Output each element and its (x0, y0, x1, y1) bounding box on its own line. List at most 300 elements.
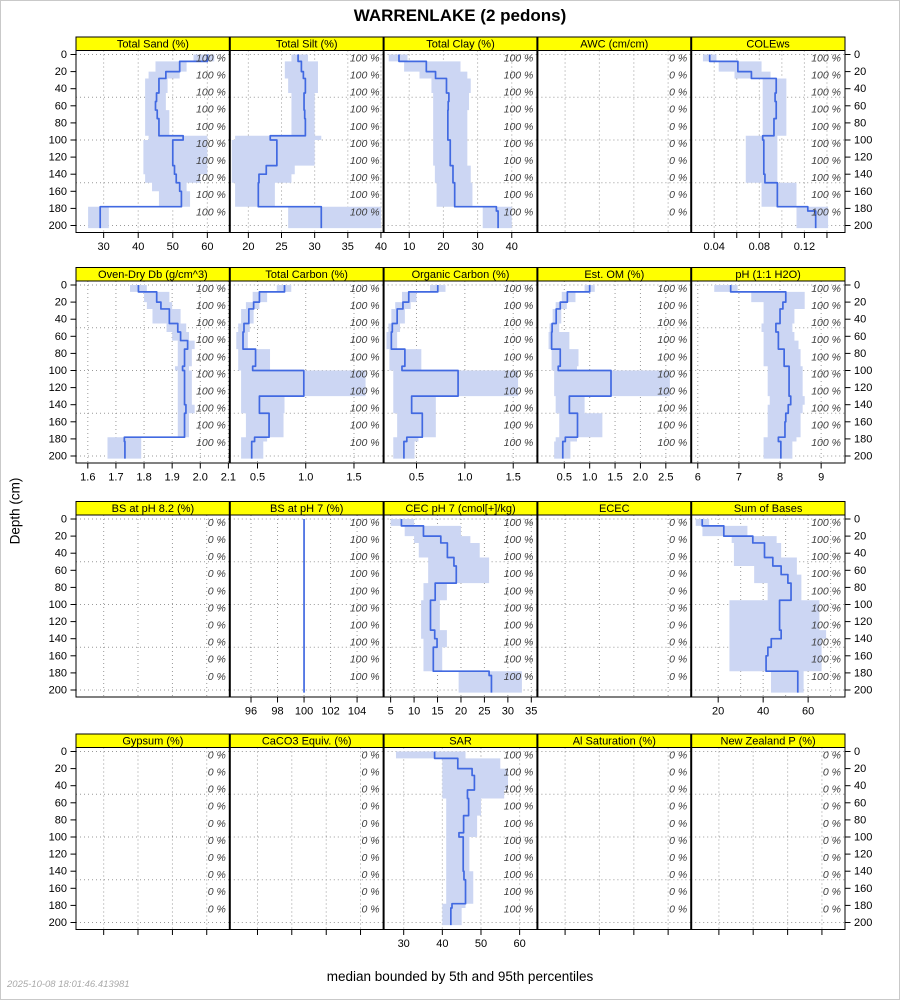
fraction-label: 100 % (503, 385, 534, 398)
fraction-label: 100 % (349, 602, 380, 615)
panel-bs-ph82 (76, 502, 230, 698)
fraction-label: 0 % (361, 749, 380, 762)
panel-strip-title: CEC pH 7 (cmol[+]/kg) (405, 503, 516, 515)
fraction-label: 100 % (349, 419, 380, 432)
fraction-label: 0 % (361, 817, 380, 830)
fraction-label: 100 % (349, 120, 380, 133)
fraction-label: 0 % (822, 869, 841, 882)
depth-tick-label-left: 0 (60, 49, 67, 61)
depth-tick-label-right: 160 (854, 185, 873, 198)
depth-tick-label-left: 120 (48, 616, 67, 629)
fraction-label: 100 % (349, 653, 380, 666)
fraction-label: 100 % (196, 69, 226, 82)
fraction-label: 0 % (669, 766, 688, 779)
panel-total-sand (76, 37, 230, 253)
depth-tick-label-right: 40 (854, 547, 867, 560)
depth-tick-label-left: 0 (60, 279, 67, 292)
fraction-label: 100 % (196, 351, 226, 364)
fraction-label: 100 % (503, 516, 534, 529)
fraction-label: 0 % (669, 783, 688, 796)
panel-ph-h2o (691, 268, 845, 484)
depth-tick-label-left: 80 (54, 347, 67, 360)
fraction-label: 100 % (657, 351, 688, 364)
profile-plot-grid (1, 1, 900, 1000)
depth-tick-label-left: 200 (48, 220, 67, 232)
x-tick-label: 0.5 (249, 471, 266, 484)
fraction-label: 0 % (207, 636, 226, 649)
fraction-label: 100 % (349, 155, 380, 168)
depth-tick-label-right: 0 (854, 513, 861, 526)
fraction-label: 100 % (503, 368, 534, 381)
depth-tick-label-right: 80 (854, 814, 867, 827)
x-tick-label: 0.04 (703, 241, 725, 253)
depth-tick-label-right: 80 (854, 117, 867, 130)
panel-ecec (537, 502, 691, 698)
fraction-label: 100 % (349, 551, 380, 564)
x-tick-label: 2.0 (192, 471, 208, 484)
fraction-label: 100 % (503, 800, 534, 813)
fraction-label: 100 % (811, 516, 841, 529)
fraction-label: 100 % (349, 282, 380, 295)
fraction-label: 100 % (503, 155, 534, 168)
panel-strip-title: Total Silt (%) (275, 38, 338, 51)
x-tick-label: 50 (474, 938, 488, 950)
depth-tick-label-right: 140 (854, 865, 873, 878)
fraction-label: 0 % (669, 800, 688, 813)
x-tick-label: 10 (407, 705, 421, 718)
panel-new-zealand-p (691, 734, 845, 935)
fraction-label: 100 % (503, 69, 534, 82)
fraction-label: 100 % (503, 419, 534, 432)
fraction-label: 100 % (196, 206, 226, 219)
panel-caco3-equiv (230, 734, 384, 935)
x-tick-label: 25 (275, 241, 288, 253)
panel-strip-title: COLEws (746, 38, 790, 51)
fraction-label: 100 % (196, 385, 226, 398)
fraction-label: 0 % (207, 670, 226, 683)
fraction-label: 100 % (811, 402, 841, 415)
fraction-label: 100 % (196, 52, 226, 65)
panel-strip-title: SAR (449, 735, 472, 748)
fraction-label: 0 % (669, 568, 688, 581)
fraction-label: 0 % (669, 86, 688, 99)
depth-tick-label-right: 100 (854, 134, 873, 147)
fraction-label: 0 % (669, 534, 688, 547)
fraction-label: 100 % (811, 636, 841, 649)
x-tick-label: 40 (132, 241, 145, 253)
plot-title: WARRENLAKE (2 pedons) (353, 6, 567, 25)
depth-tick-label-left: 200 (48, 917, 67, 929)
x-tick-label: 60 (513, 938, 526, 950)
x-tick-label: 1.0 (298, 471, 314, 484)
depth-tick-label-left: 140 (48, 168, 67, 181)
fraction-label: 0 % (822, 817, 841, 830)
x-tick-label: 50 (166, 241, 179, 253)
depth-tick-label-left: 200 (48, 684, 67, 697)
depth-tick-label-left: 100 (48, 365, 67, 377)
x-tick-label: 25 (478, 705, 491, 718)
fraction-label: 0 % (207, 766, 226, 779)
fraction-label: 100 % (811, 602, 841, 615)
depth-tick-label-left: 80 (54, 581, 67, 594)
fraction-label: 100 % (811, 551, 841, 564)
fraction-label: 100 % (811, 670, 841, 683)
fraction-label: 100 % (349, 368, 380, 381)
panel-strip-title: Sum of Bases (733, 503, 803, 515)
fraction-label: 100 % (503, 766, 534, 779)
depth-tick-label-left: 0 (60, 513, 67, 526)
x-tick-label: 2.0 (632, 471, 649, 484)
fraction-label: 0 % (669, 120, 688, 133)
depth-tick-label-right: 60 (854, 330, 867, 343)
x-tick-label: 2.5 (658, 471, 674, 484)
fraction-label: 100 % (657, 334, 688, 347)
depth-tick-label-left: 40 (54, 780, 67, 793)
fraction-label: 100 % (196, 189, 226, 202)
fraction-label: 0 % (207, 869, 226, 882)
fraction-label: 100 % (196, 137, 226, 150)
fraction-label: 100 % (657, 368, 688, 381)
fraction-label: 100 % (196, 402, 226, 415)
depth-tick-label-right: 60 (854, 797, 867, 810)
x-tick-label: 1.9 (164, 471, 180, 484)
fraction-label: 100 % (503, 653, 534, 666)
fraction-label: 100 % (503, 585, 534, 598)
plot-caption: median bounded by 5th and 95th percentiles (326, 969, 594, 984)
panel-organic-carbon (384, 268, 538, 484)
fraction-label: 100 % (349, 172, 380, 185)
fraction-label: 0 % (207, 551, 226, 564)
depth-tick-label-right: 120 (854, 616, 873, 629)
fraction-label: 100 % (811, 619, 841, 632)
fraction-label: 100 % (503, 817, 534, 830)
fraction-label: 100 % (503, 172, 534, 185)
fraction-label: 100 % (349, 103, 380, 116)
fraction-label: 0 % (669, 69, 688, 82)
depth-tick-label-right: 180 (854, 433, 873, 446)
x-tick-label: 0.08 (748, 241, 771, 253)
fraction-label: 100 % (503, 568, 534, 581)
panel-strip-title: ECEC (599, 503, 630, 515)
fraction-label: 100 % (503, 636, 534, 649)
fraction-label: 0 % (361, 766, 380, 779)
depth-tick-label-left: 140 (48, 633, 67, 646)
panel-total-silt (230, 37, 387, 253)
depth-tick-label-left: 180 (48, 202, 67, 215)
fraction-label: 100 % (503, 903, 534, 916)
x-tick-label: 40 (505, 241, 518, 253)
depth-tick-label-right: 200 (854, 684, 873, 697)
fraction-label: 100 % (503, 886, 534, 899)
depth-tick-label-right: 180 (854, 667, 873, 680)
depth-tick-label-right: 120 (854, 848, 873, 861)
x-tick-label: 7 (735, 471, 742, 484)
fraction-label: 100 % (503, 351, 534, 364)
fraction-label: 0 % (669, 602, 688, 615)
x-tick-label: 30 (97, 241, 110, 253)
fraction-label: 0 % (669, 886, 688, 899)
panel-strip-title: Gypsum (%) (122, 735, 184, 748)
x-tick-label: 20 (712, 705, 725, 718)
depth-tick-label-right: 0 (854, 746, 861, 758)
fraction-label: 100 % (349, 385, 380, 398)
fraction-label: 100 % (503, 834, 534, 847)
x-tick-label: 35 (525, 705, 538, 718)
fraction-label: 100 % (349, 516, 380, 529)
x-tick-label: 1.6 (80, 471, 96, 484)
fraction-label: 0 % (822, 766, 841, 779)
depth-tick-label-left: 60 (54, 797, 67, 810)
depth-tick-label-right: 200 (854, 917, 873, 929)
x-tick-label: 1.8 (136, 471, 152, 484)
fraction-label: 100 % (811, 86, 841, 99)
fraction-label: 100 % (503, 602, 534, 615)
fraction-label: 0 % (822, 749, 841, 762)
depth-tick-label-left: 60 (54, 564, 67, 577)
fraction-label: 0 % (207, 817, 226, 830)
fraction-label: 100 % (349, 568, 380, 581)
depth-tick-label-left: 60 (54, 330, 67, 343)
fraction-label: 100 % (811, 368, 841, 381)
fraction-label: 100 % (811, 653, 841, 666)
depth-tick-label-left: 180 (48, 667, 67, 680)
fraction-label: 0 % (669, 189, 688, 202)
fraction-label: 100 % (196, 300, 226, 313)
depth-tick-label-right: 100 (854, 599, 873, 611)
x-tick-label: 10 (403, 241, 416, 253)
x-tick-label: 100 (294, 705, 314, 718)
depth-tick-label-left: 40 (54, 83, 67, 96)
depth-tick-label-left: 80 (54, 117, 67, 130)
depth-tick-label-left: 20 (54, 530, 67, 543)
fraction-label: 100 % (196, 172, 226, 185)
fraction-label: 100 % (503, 402, 534, 415)
fraction-label: 0 % (669, 834, 688, 847)
depth-tick-label-right: 20 (854, 66, 867, 79)
fraction-label: 0 % (207, 834, 226, 847)
depth-tick-label-right: 120 (854, 151, 873, 164)
panel-sar (384, 734, 538, 950)
fraction-label: 100 % (811, 189, 841, 202)
depth-tick-label-left: 100 (48, 134, 67, 147)
fraction-label: 100 % (196, 103, 226, 116)
fraction-label: 0 % (669, 670, 688, 683)
fraction-label: 100 % (349, 317, 380, 330)
x-tick-label: 30 (471, 241, 484, 253)
fraction-label: 100 % (657, 419, 688, 432)
fraction-label: 100 % (811, 334, 841, 347)
x-tick-label: 40 (436, 938, 449, 950)
fraction-label: 100 % (349, 137, 380, 150)
fraction-label: 0 % (669, 619, 688, 632)
x-tick-label: 60 (801, 705, 815, 718)
fraction-label: 100 % (349, 52, 380, 65)
x-tick-label: 60 (201, 241, 214, 253)
fraction-label: 100 % (503, 869, 534, 882)
fraction-label: 100 % (503, 103, 534, 116)
depth-tick-label-left: 120 (48, 151, 67, 164)
fraction-label: 0 % (669, 516, 688, 529)
depth-tick-label-left: 180 (48, 899, 67, 912)
fraction-label: 100 % (503, 619, 534, 632)
fraction-label: 0 % (669, 52, 688, 65)
depth-tick-label-left: 0 (60, 746, 67, 758)
fraction-label: 100 % (349, 189, 380, 202)
depth-tick-label-right: 20 (854, 530, 867, 543)
x-tick-label: 20 (242, 241, 255, 253)
fraction-label: 0 % (207, 800, 226, 813)
fraction-label: 100 % (196, 282, 226, 295)
depth-tick-label-right: 160 (854, 416, 873, 429)
fraction-label: 0 % (207, 619, 226, 632)
depth-tick-label-right: 80 (854, 347, 867, 360)
depth-tick-label-left: 140 (48, 399, 67, 412)
fraction-label: 100 % (657, 385, 688, 398)
x-tick-label: 102 (321, 705, 340, 718)
x-tick-label: 8 (776, 471, 784, 484)
x-tick-label: 1.5 (505, 471, 521, 484)
fraction-label: 100 % (349, 436, 380, 449)
panel-strip-title: CaCO3 Equiv. (%) (261, 735, 352, 748)
fraction-label: 100 % (657, 300, 688, 313)
panel-est-om (537, 268, 691, 484)
x-tick-label: 35 (341, 241, 354, 253)
fraction-label: 0 % (207, 568, 226, 581)
x-tick-label: 0.5 (408, 471, 425, 484)
depth-tick-label-left: 60 (54, 100, 67, 113)
depth-tick-label-right: 160 (854, 882, 873, 895)
x-tick-label: 1.5 (346, 471, 362, 484)
panel-total-carbon (230, 268, 384, 484)
fraction-label: 0 % (822, 783, 841, 796)
panel-colews (691, 37, 845, 253)
fraction-label: 0 % (361, 800, 380, 813)
fraction-label: 0 % (361, 869, 380, 882)
fraction-label: 0 % (669, 172, 688, 185)
fraction-label: 100 % (349, 534, 380, 547)
x-tick-label: 0.12 (793, 241, 816, 253)
fraction-label: 100 % (811, 351, 841, 364)
fraction-label: 0 % (669, 749, 688, 762)
panel-strip-title: Est. OM (%) (584, 269, 645, 281)
fraction-label: 100 % (503, 852, 534, 865)
fraction-label: 100 % (349, 670, 380, 683)
panel-gypsum (76, 734, 230, 935)
depth-tick-label-left: 200 (48, 450, 67, 463)
panel-sum-of-bases (691, 502, 845, 718)
panel-strip-title: New Zealand P (%) (720, 735, 816, 748)
depth-tick-label-left: 100 (48, 831, 67, 844)
fraction-label: 100 % (196, 120, 226, 133)
panel-strip-title: Oven-Dry Db (g/cm^3) (98, 269, 208, 281)
fraction-label: 100 % (349, 206, 380, 219)
fraction-label: 0 % (207, 585, 226, 598)
panel-strip-title: pH (1:1 H2O) (735, 269, 801, 281)
fraction-label: 0 % (207, 749, 226, 762)
fraction-label: 100 % (349, 351, 380, 364)
fraction-label: 0 % (669, 137, 688, 150)
panel-strip-title: Organic Carbon (%) (411, 269, 510, 281)
fraction-label: 100 % (503, 282, 534, 295)
fraction-label: 100 % (811, 385, 841, 398)
x-tick-label: 6 (694, 471, 701, 484)
depth-tick-label-right: 40 (854, 313, 867, 326)
depth-tick-label-right: 140 (854, 399, 873, 412)
depth-tick-label-right: 40 (854, 780, 867, 793)
fraction-label: 100 % (811, 436, 841, 449)
fraction-label: 100 % (349, 402, 380, 415)
x-tick-label: 1.0 (457, 471, 473, 484)
fraction-label: 100 % (503, 317, 534, 330)
fraction-label: 100 % (811, 282, 841, 295)
x-tick-label: 104 (347, 705, 367, 718)
depth-tick-label-left: 20 (54, 66, 67, 79)
fraction-label: 100 % (503, 551, 534, 564)
fraction-label: 0 % (669, 653, 688, 666)
fraction-label: 0 % (669, 903, 688, 916)
panel-cec-ph7 (384, 502, 538, 718)
panel-oven-dry-db (76, 268, 236, 484)
fraction-label: 0 % (669, 155, 688, 168)
fraction-label: 100 % (349, 86, 380, 99)
fraction-label: 100 % (503, 783, 534, 796)
fraction-label: 100 % (811, 300, 841, 313)
fraction-label: 0 % (361, 903, 380, 916)
depth-tick-label-right: 80 (854, 581, 867, 594)
depth-tick-label-right: 0 (854, 279, 861, 292)
fraction-label: 100 % (503, 52, 534, 65)
depth-tick-label-left: 160 (48, 650, 67, 663)
fraction-label: 0 % (822, 852, 841, 865)
x-tick-label: 0.5 (556, 471, 572, 484)
fraction-label: 100 % (811, 69, 841, 82)
x-tick-label: 40 (374, 241, 388, 253)
depth-tick-label-right: 60 (854, 564, 867, 577)
x-tick-label: 96 (244, 705, 258, 718)
fraction-label: 100 % (349, 619, 380, 632)
x-tick-label: 30 (501, 705, 514, 718)
timestamp: 2025-10-08 18:01:46.413981 (7, 979, 130, 990)
x-tick-label: 40 (757, 705, 770, 718)
fraction-label: 0 % (669, 103, 688, 116)
panel-strip-title: AWC (cm/cm) (580, 38, 649, 51)
fraction-label: 100 % (657, 402, 688, 415)
panel-strip-title: Al Saturation (%) (572, 735, 656, 748)
fraction-label: 100 % (196, 317, 226, 330)
fraction-label: 100 % (349, 300, 380, 313)
panel-strip-title: BS at pH 7 (%) (270, 503, 344, 515)
fraction-label: 100 % (811, 317, 841, 330)
depth-tick-label-right: 200 (854, 220, 873, 232)
fraction-label: 0 % (207, 783, 226, 796)
fraction-label: 100 % (657, 436, 688, 449)
panel-al-saturation (537, 734, 691, 935)
fraction-label: 0 % (669, 206, 688, 219)
fraction-label: 100 % (503, 534, 534, 547)
fraction-label: 100 % (196, 334, 226, 347)
fraction-label: 100 % (503, 137, 534, 150)
fraction-label: 100 % (811, 534, 841, 547)
fraction-label: 100 % (196, 419, 226, 432)
fraction-label: 0 % (361, 834, 380, 847)
depth-tick-label-left: 20 (54, 763, 67, 776)
fraction-label: 100 % (196, 368, 226, 381)
fraction-label: 100 % (811, 419, 841, 432)
y-axis-label: Depth (cm) (7, 477, 23, 545)
depth-tick-label-left: 180 (48, 433, 67, 446)
fraction-label: 0 % (207, 534, 226, 547)
depth-tick-label-left: 40 (54, 547, 67, 560)
